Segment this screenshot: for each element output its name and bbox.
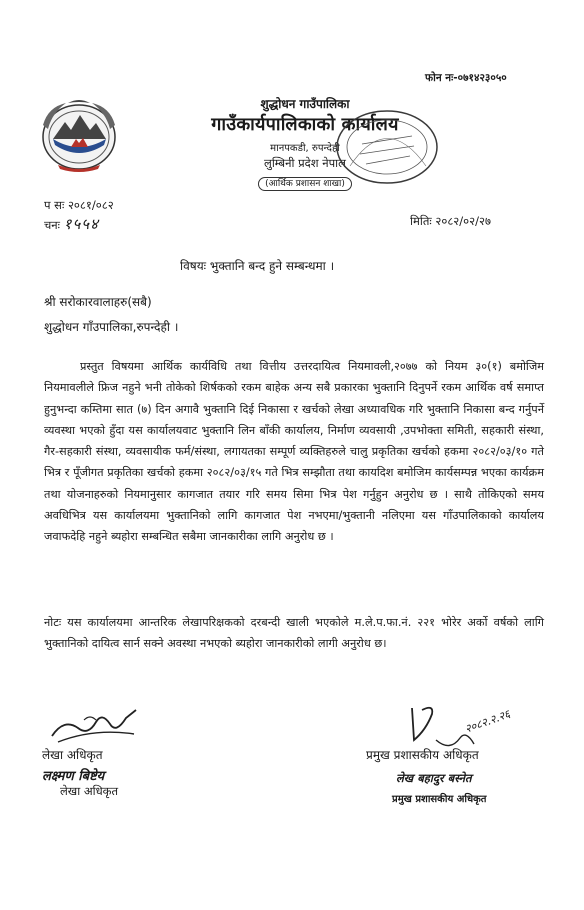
dispatch-label: चनः xyxy=(44,218,61,232)
section-name: (आर्थिक प्रशासन शाखा) xyxy=(190,176,420,189)
municipality-name: शुद्धोधन गाउँपालिका xyxy=(260,97,350,111)
accounts-officer-designation: लेखा अधिकृत xyxy=(60,784,119,798)
chief-officer-name: लेख बहादुर बस्नेत xyxy=(396,771,472,785)
accounts-officer-signature xyxy=(44,698,144,748)
body-paragraph-note: नोटः यस कार्यालयमा आन्तरिक लेखापरिक्षकको दरबन्दी खाली भएकोले म.ले.प.फा.नं. २२१ भोरेर अर्को वर्षको लागि भुक्तानिको दायित्व सार्न सक्ने अवस्था नभएको ब्यहोरा जानकारीको लागी अनुरोध छ। xyxy=(44,616,544,651)
chief-officer-designation: प्रमुख प्रशासकीय अधिकृत xyxy=(392,794,487,805)
nepal-government-emblem xyxy=(38,95,120,173)
office-title: गाउँकार्यपालिकाको कार्यालय xyxy=(211,114,399,135)
office-round-stamp xyxy=(332,106,442,188)
body-paragraph-main: प्रस्तुत विषयमा आर्थिक कार्यविधि तथा वित्तीय उत्तरदायित्व नियमावली,२०७७ को नियम ३०(१) बमोजिम नियमावलीले फ्रिज नहुने भनी तोकेको शिर्षकको रकम बाहेक अन्य सबै प्रकारका भुक्तानि दिनुपर्ने रकम आर्थिक वर्ष समाप्त हुनुभन्दा कम्तिमा सात (७) दिन अगावै भुक्तानि दिई निकासा र खर्चको लेखा अध्यावधिक गरि भुक्तानि निकासा बन्द गर्नुपर्ने व्यवस्था भएको हुँदा यस कार्यालयवाट भुक्तानि लिन बाँकी कार्यालय, निर्माण व्यवसायी ,उपभोक्ता समिती, सहकारी संस्था, गैर-सहकारी संस्था, व्यवसायीक फर्म/संस्था, लगायतका सम्पूर्ण व्यक्तिहरुले चालु प्रकृतिका खर्चको हकमा २०८२/०३/१० गते भित्र र पूँजीगत प्रकृतिका खर्चको हकमा २०८२/०३/१५ गते भित्र सम्झौता तथा कायदिश बमोजिम कार्यसम्पन्न भएका कार्यक्रम तथा योजनाहरुको नियमानुसार कागजात तयार गरि समय सिमा भित्र पेश गर्नुहुन अनुरोध छ । साथै तोकिएको समय अवधिभित्र यस कार्यालयमा भुक्तानिको लागि कागजात पेश नभएमा/भुक्तानी नलिएमा यस गाँउपालिकाको कार्यालय जवाफदेहि नहुने ब्यहोरा सम्बन्धित सबैमा जानकारीका लागि अनुरोध छ । xyxy=(44,360,544,544)
letter-reference-number: प सः २०८१/०८२ xyxy=(44,198,114,212)
dispatch-number xyxy=(44,214,99,234)
accounts-officer-name: लक्ष्मण बिष्टेय xyxy=(42,769,105,784)
signature-date-handwritten: २०८२.२.२६ xyxy=(463,707,512,736)
recipient-line-1: श्री सरोकारवालाहरु(सबै) xyxy=(44,295,152,309)
letter-date: मितिः २०८२/०२/२७ xyxy=(410,214,491,228)
phone-number: फोन नः-०७१४२३०५० xyxy=(425,72,507,84)
recipient-line-2: शुद्धोधन गाँउपालिका,रुपन्देही । xyxy=(44,320,179,334)
province-name: लुम्बिनी प्रदेश नेपाल xyxy=(264,156,346,170)
letter-subject: विषयः भुक्तानि बन्द हुने सम्बन्धमा । xyxy=(180,259,335,273)
office-address: मानपकडी, रुपन्देही xyxy=(270,143,340,154)
chief-officer-role: प्रमुख प्रशासकीय अधिकृत xyxy=(366,748,479,762)
dispatch-number-handwritten: १५५४ xyxy=(63,215,99,233)
accounts-officer-role: लेखा अधिकृत xyxy=(42,748,103,762)
